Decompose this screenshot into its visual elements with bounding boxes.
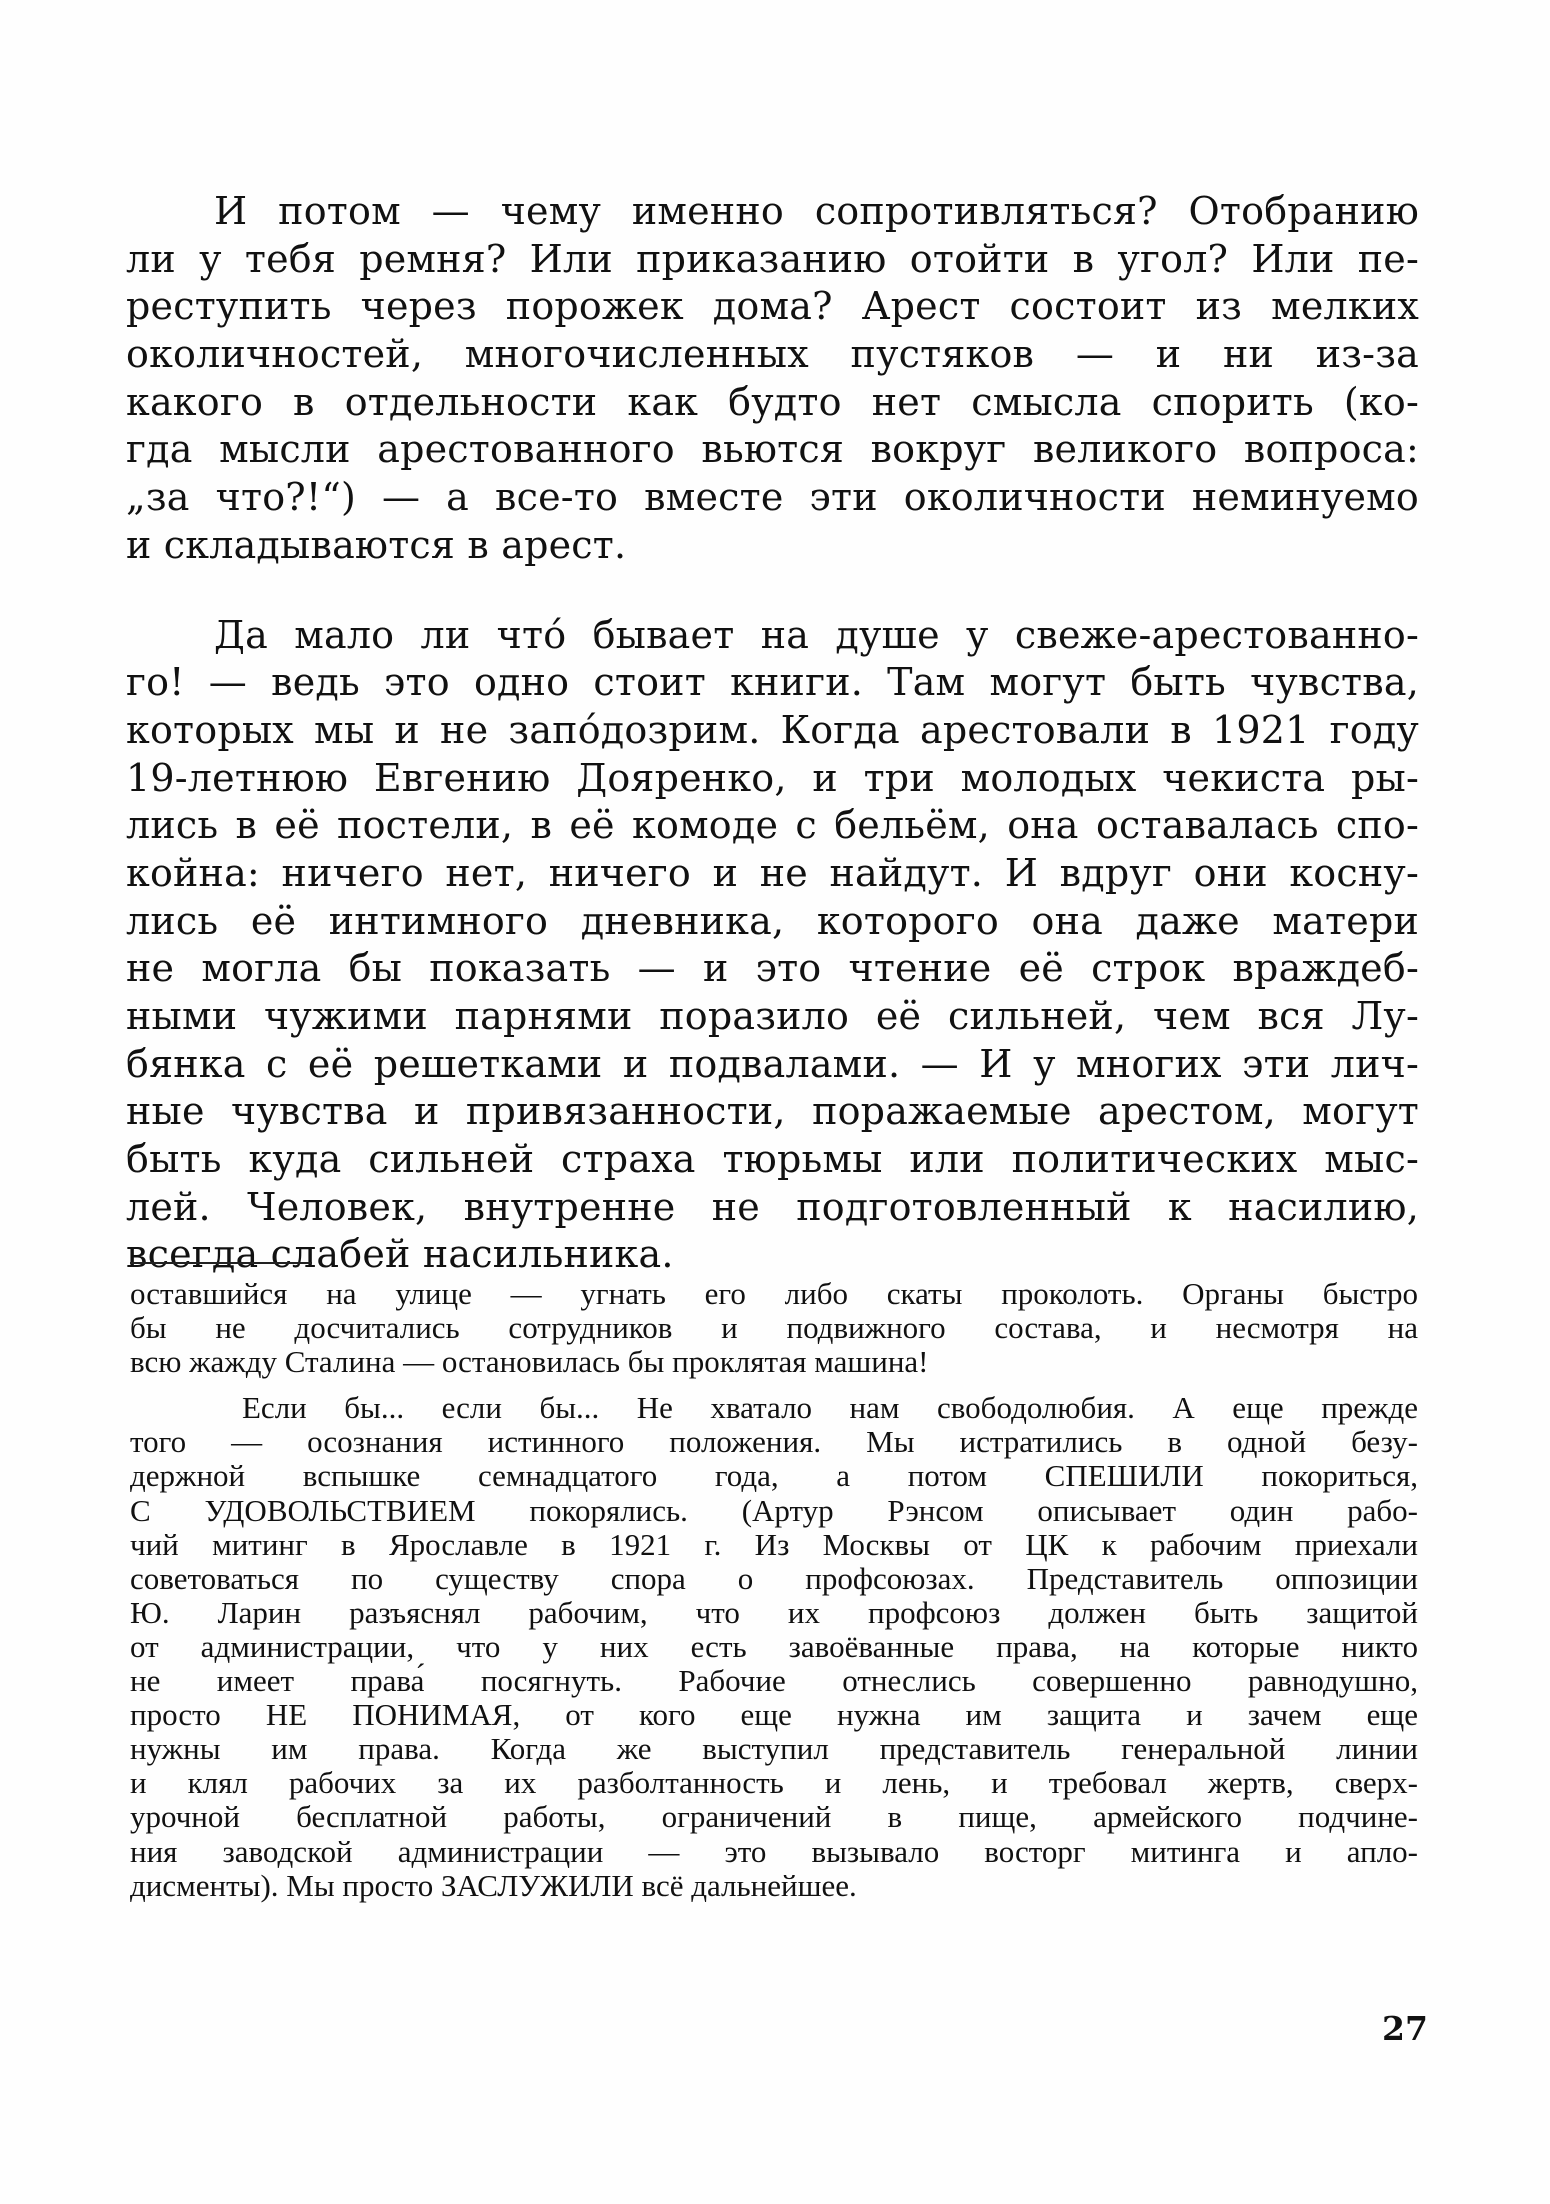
text-line: быть куда сильней страха тюрьмы или политических мыс- bbox=[126, 1137, 1419, 1182]
footnote-line: урочной бесплатной работы, ограничений в пище, армейского подчине- bbox=[130, 1799, 1418, 1835]
text-line: ные чувства и привязанности, поражаемые арестом, могут bbox=[126, 1089, 1419, 1134]
footnote-line: всю жажду Сталина — остановилась бы проклятая машина! bbox=[130, 1344, 929, 1380]
text-line: какого в отдельности как будто нет смысла спорить (ко- bbox=[126, 379, 1419, 424]
footnote-line: нужны им права. Когда же выступил представитель генеральной линии bbox=[130, 1731, 1418, 1767]
text-line: лись в её постели, в её комоде с бельём, она оставалась спо- bbox=[126, 803, 1419, 848]
text-line: ли у тебя ремня? Или приказанию отойти в угол? Или пе- bbox=[126, 236, 1419, 281]
footnote-line: от администрации, что у них есть завоёванные права, на которые никто bbox=[130, 1628, 1418, 1664]
footnote-line: бы не досчитались сотрудников и подвижного состава, и несмотря на bbox=[130, 1310, 1418, 1346]
text-line: койна: ничего нет, ничего и не найдут. И вдруг они косну- bbox=[126, 850, 1419, 895]
footnote-line: дисменты). Мы просто ЗАСЛУЖИЛИ всё дальнейшее. bbox=[130, 1867, 857, 1903]
text-line: го! — ведь это одно стоит книги. Там могут быть чувства, bbox=[126, 660, 1419, 705]
footnote-line: и клял рабочих за их разболтанность и лень, и требовал жертв, сверх- bbox=[130, 1765, 1418, 1801]
footnote-line: Ю. Ларин разъяснял рабочим, что их профсоюз должен быть защитой bbox=[130, 1594, 1418, 1630]
footnote-divider bbox=[130, 1262, 312, 1264]
paragraph-gap bbox=[126, 570, 1419, 612]
text-line: лись её интимного дневника, которого она даже матери bbox=[126, 898, 1419, 943]
footnote-line: оставшийся на улице — угнать его либо скаты проколоть. Органы быстро bbox=[130, 1276, 1418, 1311]
main-text bbox=[126, 188, 1419, 1279]
footnote-line: держной вспышке семнадцатого года, а потом СПЕШИЛИ покориться, bbox=[130, 1458, 1418, 1494]
footnote-line: ния заводской администрации — это вызывало восторг митинга и апло- bbox=[130, 1833, 1418, 1869]
text-line: и складываются в арест. bbox=[126, 522, 627, 567]
page-number: 27 bbox=[1382, 2009, 1428, 2048]
footnote-line: чий митинг в Ярославле в 1921 г. Из Москвы от ЦК к рабочим приехали bbox=[130, 1526, 1418, 1562]
footnotes bbox=[130, 1277, 1418, 1903]
text-line: гда мысли арестованного вьются вокруг великого вопроса: bbox=[126, 427, 1419, 472]
footnote-line: не имеет права́ посягнуть. Рабочие отнеслись совершенно равнодушно, bbox=[130, 1663, 1418, 1699]
text-line: лей. Человек, внутренне не подготовленный к насилию, bbox=[126, 1184, 1419, 1229]
text-line: бянка с её решетками и подвалами. — И у многих эти лич- bbox=[126, 1041, 1419, 1086]
text-line: всегда слабей насильника. bbox=[126, 1232, 674, 1277]
text-line: ными чужими парнями поразило её сильней, чем вся Лу- bbox=[126, 994, 1419, 1038]
text-line: Да мало ли что́ бывает на душе у свеже-арестованно- bbox=[214, 612, 1419, 657]
footnote-line: советоваться по существу спора о профсоюзах. Представитель оппозиции bbox=[130, 1560, 1418, 1596]
footnote-line: Если бы... если бы... Не хватало нам свободолюбия. А еще прежде bbox=[242, 1390, 1418, 1426]
footnote-line: С УДОВОЛЬСТВИЕМ покорялись. (Артур Рэнсом описывает один рабо- bbox=[130, 1492, 1418, 1528]
text-line: реступить через порожек дома? Арест состоит из мелких bbox=[126, 284, 1419, 329]
text-line: „за что?!“) — а все-то вместе эти околичности неминуемо bbox=[126, 475, 1419, 520]
footnote-line: того — осознания истинного положения. Мы истратились в одной безу- bbox=[130, 1424, 1418, 1460]
footnote-line: просто НЕ ПОНИМАЯ, от кого еще нужна им защита и зачем еще bbox=[130, 1697, 1418, 1733]
text-line: которых мы и не запо́дозрим. Когда арестовали в 1921 году bbox=[126, 707, 1419, 752]
text-line: 19-летнюю Евгению Дояренко, и три молодых чекиста ры- bbox=[126, 755, 1419, 800]
text-line: И потом — чему именно сопротивляться? Отобранию bbox=[214, 189, 1419, 233]
text-line: околичностей, многочисленных пустяков — и ни из-за bbox=[126, 332, 1419, 377]
text-line: не могла бы показать — и это чтение её строк враждеб- bbox=[126, 946, 1419, 991]
